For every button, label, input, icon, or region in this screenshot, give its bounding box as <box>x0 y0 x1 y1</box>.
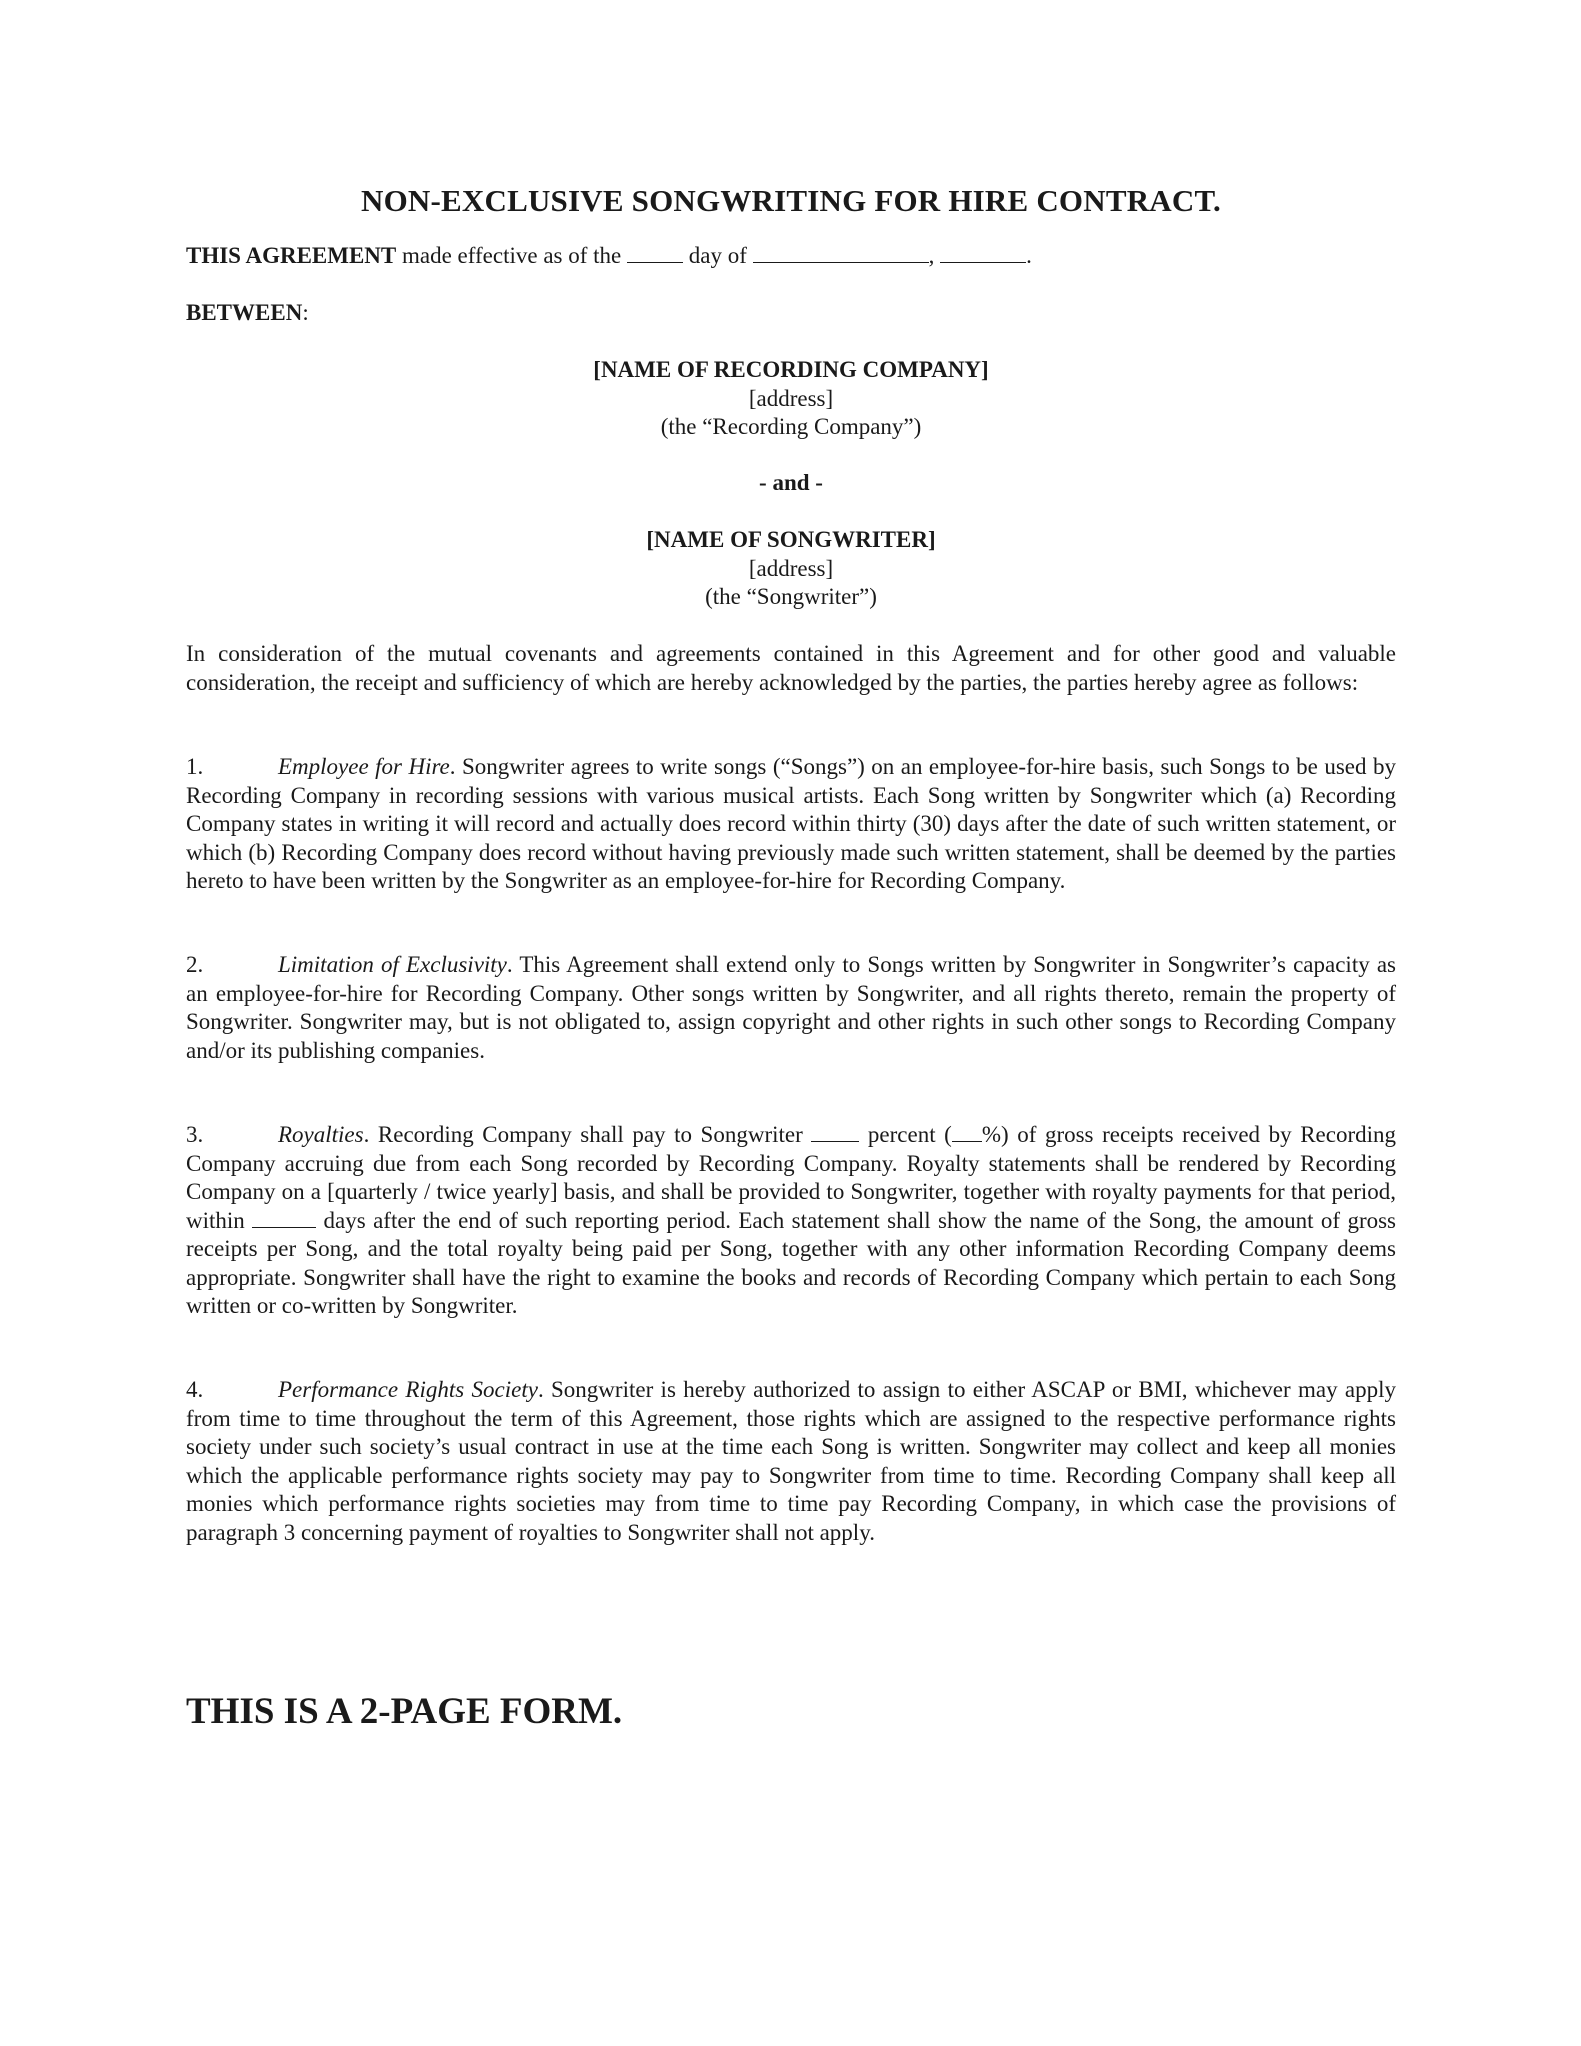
clause-text: . This Agreement shall extend only to Songs written by Songwriter in Songwriter’s capacity as an employee-for-hire for Recording Company. Other songs written by Songwriter, and all rights thereto, remain the property of Songwriter. Songwriter may, but is not obligated to, assign copyright and other rights in such other songs to Recording Company and/or its publishing companies. <box>186 952 1396 1063</box>
clause-heading: Limitation of Exclusivity <box>278 952 507 977</box>
clause-heading: Employee for Hire <box>278 754 450 779</box>
days-blank <box>252 1209 316 1228</box>
clause-number: 2. <box>186 952 204 977</box>
clause-3 <box>186 1121 1396 1321</box>
clause-1 <box>186 753 1396 896</box>
between-colon: : <box>302 300 309 325</box>
intro-text-b: day of <box>683 243 753 268</box>
agreement-intro-line <box>186 243 1032 269</box>
clause-text-part-d: days after the end of such reporting period. Each statement shall show the name of the Song, the amount of gross receipts per Song, and the total royalty being paid per Song, together with any other information Recording Company deems appropriate. Songwriter shall have the right to examine the books and records of Recording Company which pertain to each Song written or co-written by Songwriter. <box>186 1207 1397 1318</box>
intro-period: . <box>1026 243 1032 268</box>
clause-heading: Performance Rights Society <box>278 1377 538 1402</box>
recording-company-address: [address] <box>748 385 834 411</box>
clause-number: 4. <box>186 1377 204 1402</box>
clause-text: . Songwriter is hereby authorized to assign to either ASCAP or BMI, whichever may apply from time to time throughout the term of this Agreement, those rights which are assigned to the respective performance rights society under such society’s usual contract in use at the time each Song is written. Songwriter may collect and keep all monies which the applicable performance rights society may pay to Songwriter from time to time. Recording Company shall keep all monies which performance rights societies may from time to time pay Recording Company, in which case the provisions of paragraph 3 concerning payment of royalties to Songwriter shall not apply. <box>186 1377 1396 1545</box>
percent-number-blank <box>952 1123 982 1142</box>
clause-number: 1. <box>186 754 204 779</box>
clause-2 <box>186 951 1396 1065</box>
percent-words-blank <box>811 1123 859 1142</box>
document-title: NON-EXCLUSIVE SONGWRITING FOR HIRE CONTRACT. <box>361 183 1221 218</box>
clause-text-part-c: %) of gross receipts received by Recording Company accruing due from each Song recorded by Recording Company. Royalty statements shall be rendered by Recording Company on a [quarterly / twice yearly] basis, and shall be provided to Songwriter, together with royalty payments for that period, within <box>186 1122 1396 1233</box>
and-separator: - and - <box>759 470 823 495</box>
recital-paragraph: In consideration of the mutual covenants and agreements contained in this Agreement and for other good and valuable consideration, the receipt and sufficiency of which are hereby acknowledged by the parties, the parties hereby agree as follows: <box>186 641 1396 695</box>
clause-text-part-a: . Recording Company shall pay to Songwriter <box>363 1122 812 1147</box>
document-page <box>186 0 1396 2046</box>
clause-heading: Royalties <box>278 1122 364 1147</box>
party-songwriter <box>186 526 1396 612</box>
month-blank <box>753 244 929 263</box>
songwriter-address: [address] <box>748 555 834 581</box>
songwriter-definition: (the “Songwriter”) <box>705 584 877 609</box>
intro-text-a: made effective as of the <box>396 243 627 268</box>
intro-comma: , <box>928 243 941 268</box>
party-recording-company <box>186 356 1396 442</box>
between-label: BETWEEN <box>186 300 303 325</box>
clause-number: 3. <box>186 1122 204 1147</box>
recording-company-definition: (the “Recording Company”) <box>660 414 922 439</box>
clause-text-part-b: percent ( <box>859 1122 952 1147</box>
clause-text: . Songwriter agrees to write songs (“Songs”) on an employee-for-hire basis, such Songs to be used by Recording Company in recording sessions with various musical artists. Each Song written by Songwriter which (a) Recording Company states in writing it will record and actually does record within thirty (30) days after the date of such written statement, or which (b) Recording Company does record without having previously made such written statement, shall be deemed by the parties hereto to have been written by the Songwriter as an employee-for-hire for Recording Company. <box>186 754 1396 893</box>
agreement-lead: THIS AGREEMENT <box>186 243 397 268</box>
songwriter-name: [NAME OF SONGWRITER] <box>646 527 936 552</box>
day-blank <box>627 244 683 263</box>
year-blank <box>940 244 1026 263</box>
clause-4 <box>186 1376 1396 1547</box>
page-form-notice: THIS IS A 2-PAGE FORM. <box>186 1691 623 1732</box>
recording-company-name: [NAME OF RECORDING COMPANY] <box>593 357 989 382</box>
between-heading <box>186 300 309 326</box>
